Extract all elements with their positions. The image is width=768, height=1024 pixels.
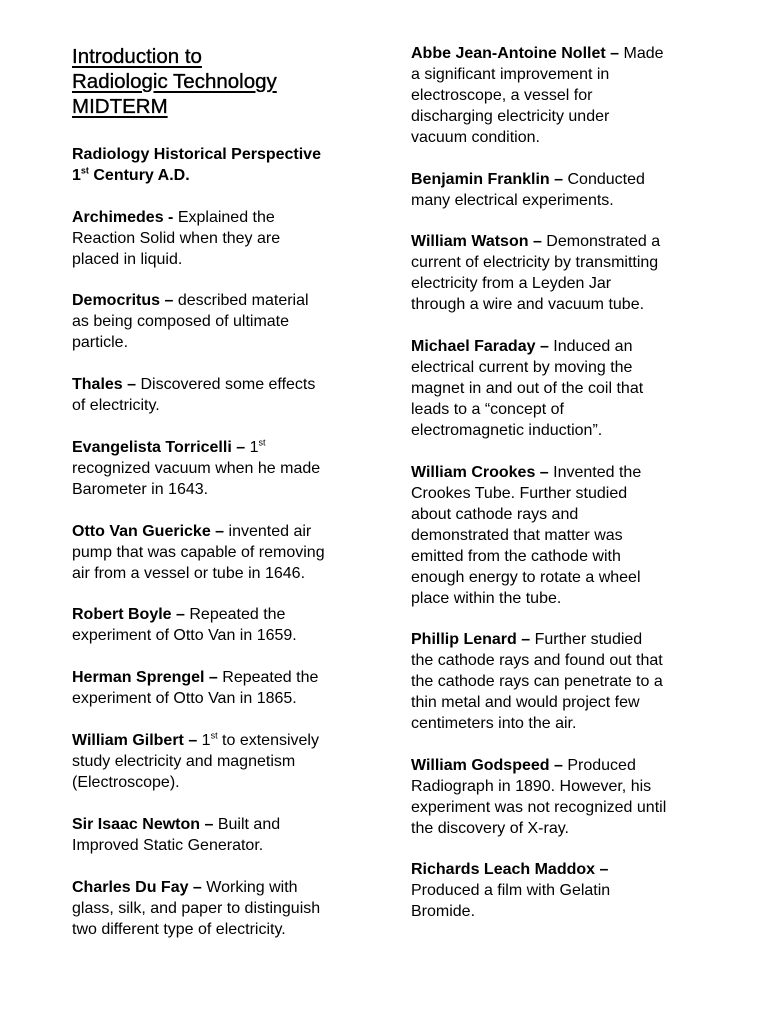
entry-gilbert: William Gilbert – 1st to extensively study electricity and magnetism (Electroscope).	[72, 730, 319, 791]
entry-maddox: Richards Leach Maddox – Produced a film with Gelatin Bromide.	[411, 861, 611, 920]
entry-name: Phillip Lenard	[411, 631, 517, 648]
entry-guericke: Otto Van Guericke – invented air pump that was capable of removing air from a vessel or tube in 1646.	[72, 523, 325, 582]
entry-lenard: Phillip Lenard – Further studied the cathode rays and found out that the cathode rays can penetrate to a thin metal and would project few centimeters into the air.	[411, 631, 663, 732]
entry-name: Benjamin Franklin	[411, 171, 550, 188]
entry-thales: Thales – Discovered some effects of electricity.	[72, 376, 316, 414]
entry-name: Richards Leach Maddox	[411, 861, 596, 878]
title-line: MIDTERM	[72, 95, 168, 118]
entry-dufay: Charles Du Fay – Working with glass, silk, and paper to distinguish two different type of electricity.	[72, 879, 321, 938]
century-superscript: st	[80, 165, 89, 176]
entry-boyle: Robert Boyle – Repeated the experiment of Otto Van in 1659.	[72, 606, 297, 644]
entry-name: Thales	[72, 376, 123, 393]
entry-godspeed: William Godspeed – Produced Radiograph in 1890. However, his experiment was not recognized until the discovery of X-ray.	[411, 757, 667, 837]
entry-faraday: Michael Faraday – Induced an electrical current by moving the magnet in and out of the coil that leads to a “concept of electromagnetic induction”.	[411, 338, 644, 439]
entry-nollet: Abbe Jean-Antoine Nollet – Made a significant improvement in electroscope, a vessel for discharging electricity under vacuum condition.	[411, 45, 664, 146]
entry-newton: Sir Isaac Newton – Built and Improved Static Generator.	[72, 816, 281, 854]
entry-democritus: Democritus – described material as being composed of ultimate particle.	[72, 292, 309, 351]
entry-name: Democritus	[72, 292, 161, 309]
entry-name: William Watson	[411, 233, 529, 250]
title-line: Radiologic Technology	[72, 70, 277, 93]
subheading-century	[72, 165, 321, 186]
entry-name: Herman Sprengel	[72, 669, 205, 686]
entry-crookes: William Crookes – Invented the Crookes Tube. Further studied about cathode rays and demonstrated that matter was emitted from the cathode with enough energy to rotate a wheel place within the tube.	[411, 464, 642, 607]
entry-watson: William Watson – Demonstrated a current of electricity by transmitting electricity from a Leyden Jar through a wire and vacuum tube.	[411, 233, 661, 313]
century-text: Century A.D.	[88, 167, 190, 184]
entry-name: William Crookes	[411, 464, 536, 481]
entry-name: Otto Van Guericke	[72, 523, 211, 540]
document-title	[72, 44, 277, 119]
section-subheading	[72, 144, 321, 186]
century-number: 1	[72, 167, 81, 184]
entry-name: Archimedes	[72, 209, 164, 226]
entry-sprengel: Herman Sprengel – Repeated the experiment of Otto Van in 1865.	[72, 669, 319, 707]
entry-name: Michael Faraday	[411, 338, 536, 355]
subheading-line: Radiology Historical Perspective	[72, 146, 321, 163]
entry-name: Charles Du Fay	[72, 879, 189, 896]
title-line: Introduction to	[72, 45, 202, 68]
entry-torricelli: Evangelista Torricelli – 1st recognized vacuum when he made Barometer in 1643.	[72, 437, 321, 498]
entry-name: Sir Isaac Newton	[72, 816, 201, 833]
entry-name: Abbe Jean-Antoine Nollet	[411, 45, 606, 62]
entry-name: William Godspeed	[411, 757, 550, 774]
entry-name: William Gilbert	[72, 732, 184, 749]
entry-name: Robert Boyle	[72, 606, 172, 623]
entry-franklin: Benjamin Franklin – Conducted many electrical experiments.	[411, 171, 645, 209]
entry-archimedes: Archimedes - Explained the Reaction Solid when they are placed in liquid.	[72, 209, 281, 268]
entry-name: Evangelista Torricelli	[72, 439, 232, 456]
